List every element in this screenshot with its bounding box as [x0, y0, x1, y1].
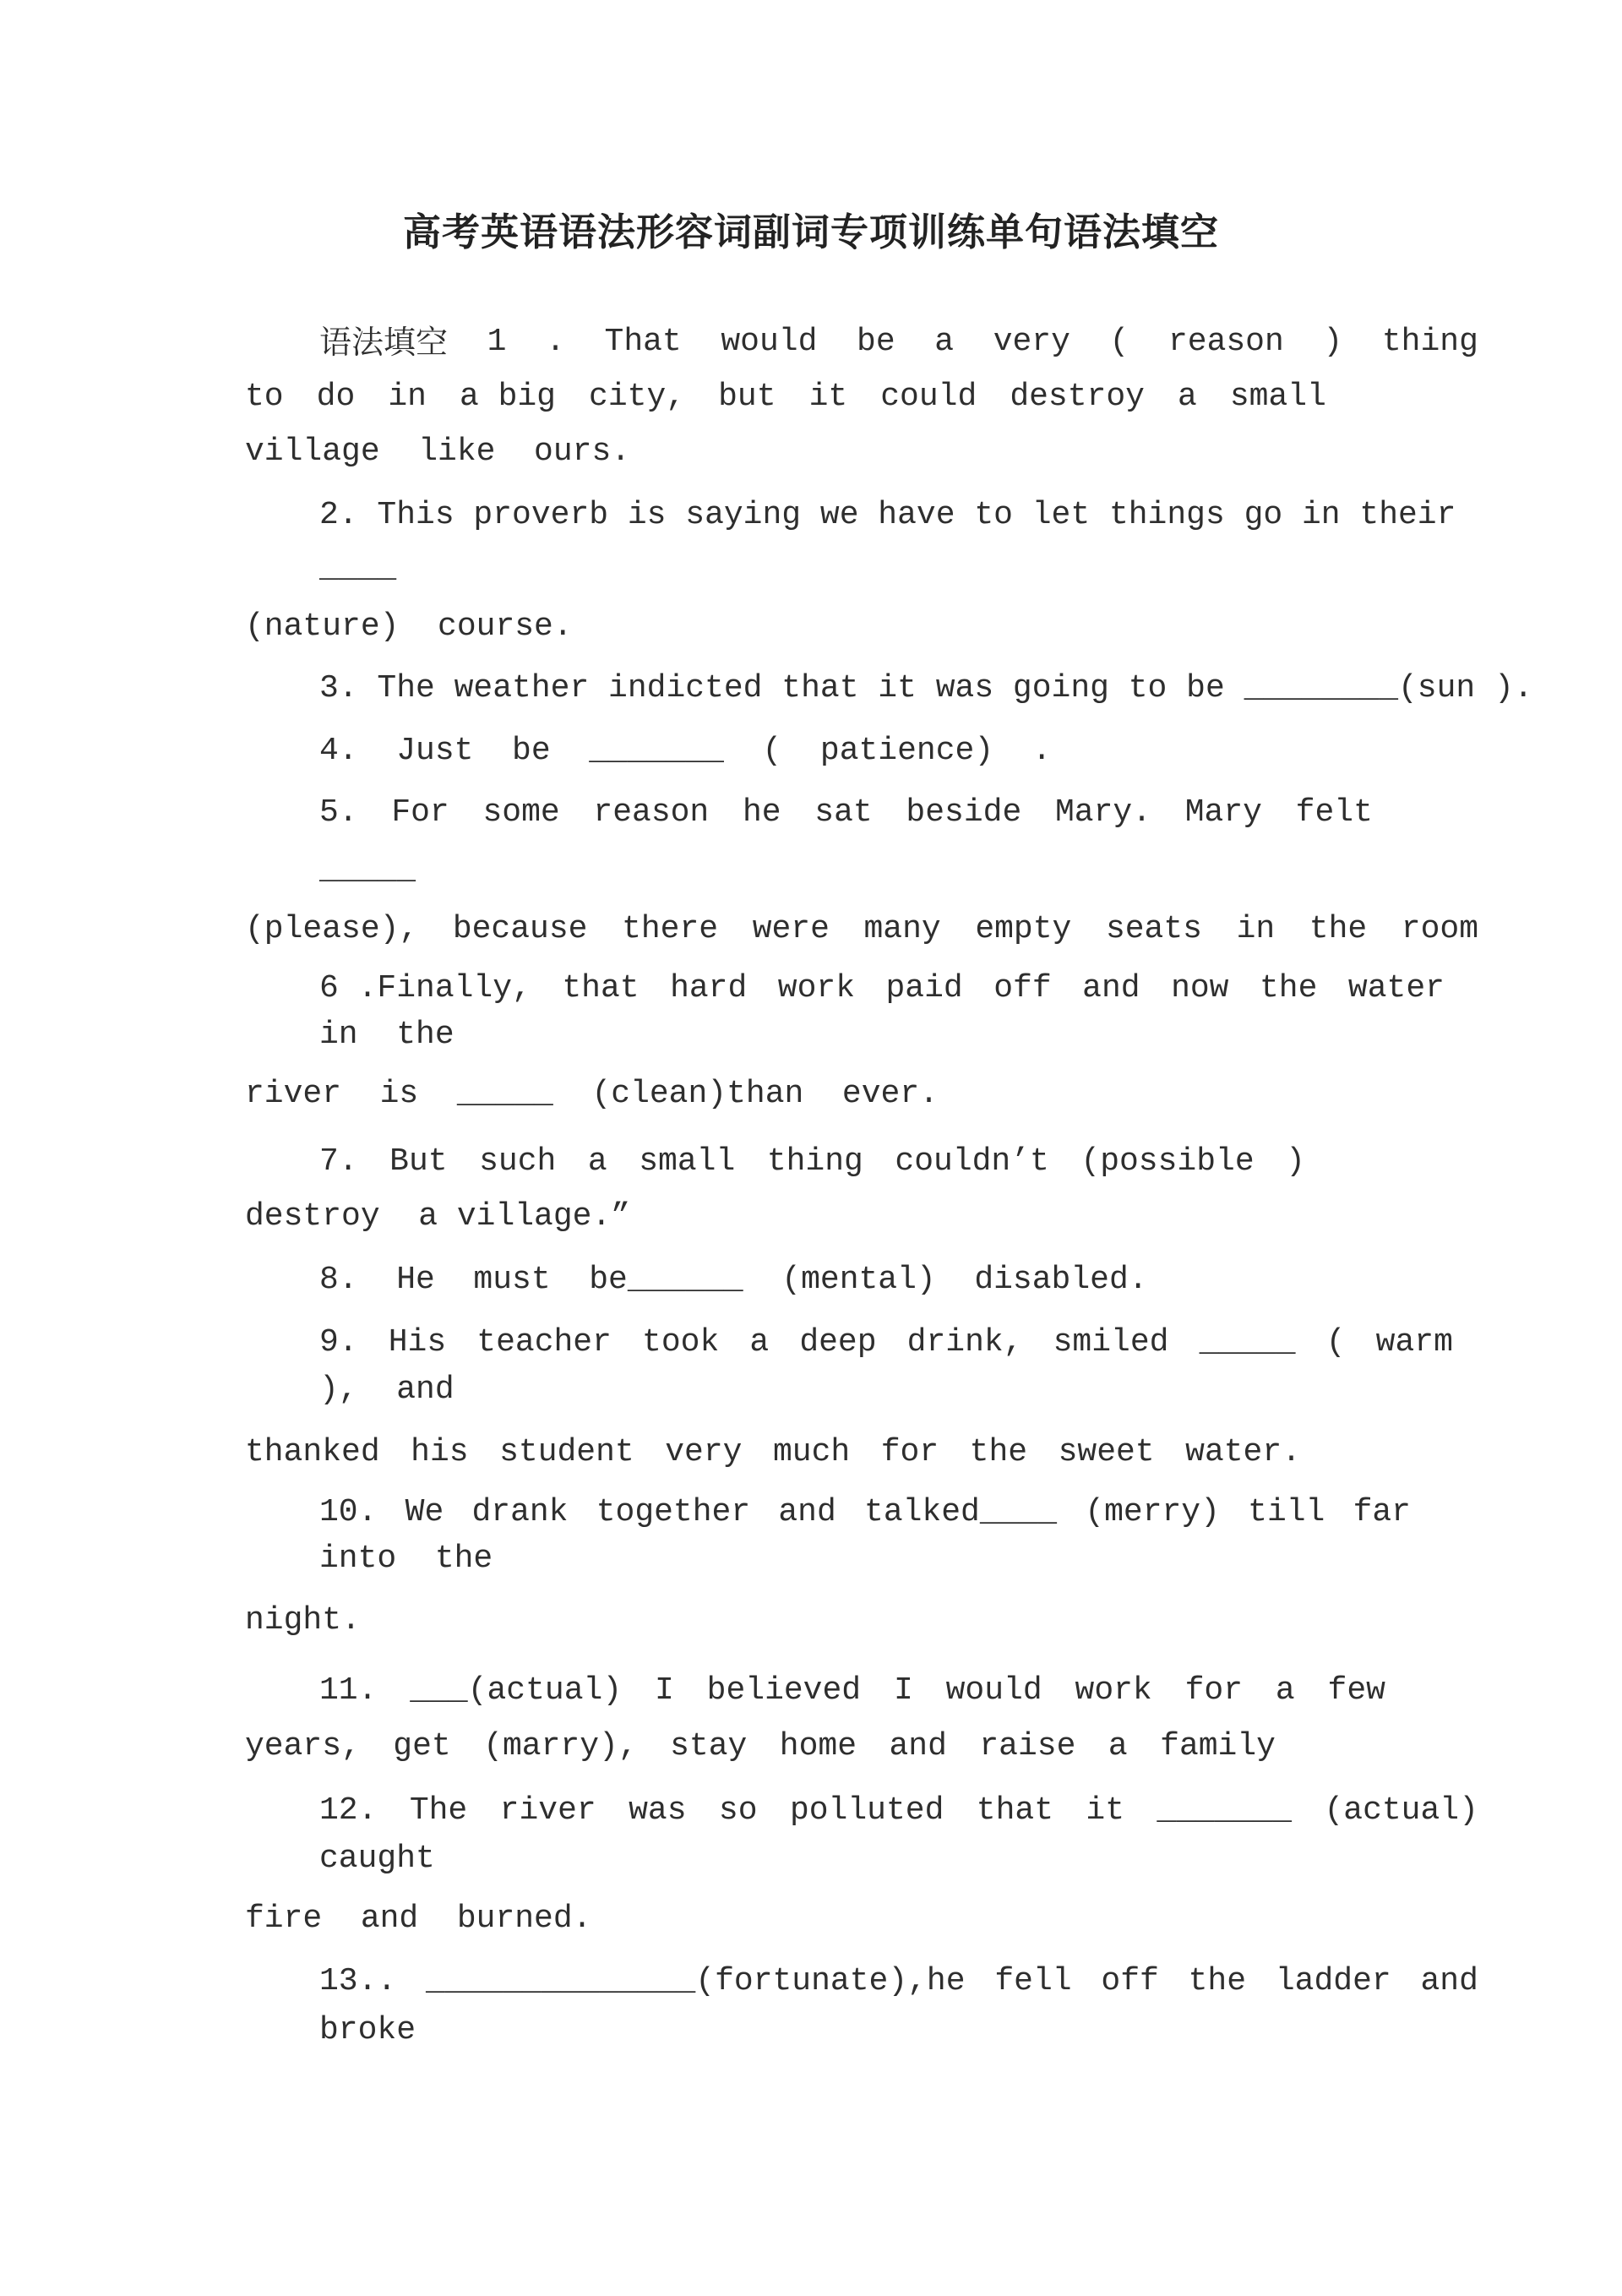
text-line [245, 376, 1326, 418]
text-line [319, 968, 1445, 1010]
text-line [245, 1726, 1276, 1768]
word: a [1178, 379, 1197, 415]
text-line [245, 1196, 630, 1238]
word: a big [459, 379, 556, 415]
line-text: 4. Just be _______ ( patience) . [319, 733, 1052, 769]
word: to [245, 379, 284, 415]
word: 5. [319, 794, 358, 831]
word: the [969, 1434, 1028, 1470]
word: I [654, 1672, 674, 1709]
word: river [499, 1792, 596, 1829]
word: 12. [319, 1792, 378, 1829]
word: ______________(fortunate),he [426, 1963, 966, 1999]
word: (merry) [1085, 1494, 1220, 1530]
word: because [452, 911, 588, 947]
text-line [319, 1492, 1411, 1534]
text-line [319, 2010, 416, 2052]
word: ___(actual) [410, 1672, 623, 1709]
word: years, [245, 1728, 361, 1764]
word: stay [670, 1728, 748, 1764]
word: (marry), [483, 1728, 638, 1764]
word: Mary. [1054, 794, 1151, 831]
line-text: broke [319, 2012, 416, 2048]
word: a [1275, 1672, 1295, 1709]
word: the [1188, 1963, 1247, 1999]
word: ( [1325, 1324, 1346, 1361]
word: warm [1375, 1324, 1453, 1361]
word: thanked [245, 1434, 380, 1470]
word: . [546, 324, 565, 360]
word: 9. [319, 1324, 358, 1361]
text-line [319, 1670, 1385, 1712]
text-line [319, 321, 1478, 363]
line-text: 2. This proverb is saying we have to let things go in their [319, 497, 1456, 533]
text-line [319, 668, 1533, 710]
word: sweet [1058, 1434, 1155, 1470]
text-line [319, 1014, 454, 1056]
word: in [388, 379, 427, 415]
word: Mary [1184, 794, 1262, 831]
word: be [857, 324, 895, 360]
word: ( [1109, 324, 1129, 360]
text-line [245, 1600, 361, 1642]
line-text: _____ [319, 852, 416, 888]
word: much [772, 1434, 851, 1470]
word: home [779, 1728, 857, 1764]
line-text: ____ [319, 550, 397, 586]
word: that [562, 970, 640, 1006]
word: get [393, 1728, 451, 1764]
line-text: in the [319, 1017, 454, 1053]
word: that [976, 1792, 1053, 1829]
word: till [1248, 1494, 1325, 1530]
line-text: 3. The weather indicted that it was going to be ________(sun ). [319, 670, 1533, 706]
line-text: 8. He must be______ (mental) disabled. [319, 1262, 1148, 1298]
text-line [319, 1838, 435, 1880]
word: ladder [1275, 1963, 1391, 1999]
word: talked____ [864, 1494, 1058, 1530]
text-line [319, 1259, 1148, 1301]
word: it [808, 379, 848, 415]
word: 6 .Finally, [319, 970, 531, 1006]
word: I [893, 1672, 913, 1709]
text-line [245, 1898, 591, 1940]
word: few [1327, 1672, 1385, 1709]
line-text: (nature) course. [245, 608, 573, 645]
word: do [316, 379, 356, 415]
word: a [587, 1143, 607, 1180]
word: 语法填空 [319, 324, 449, 361]
word: water [1347, 970, 1445, 1006]
text-line [319, 1790, 1478, 1832]
word: paid [885, 970, 963, 1006]
word: ) [1323, 324, 1343, 360]
word: his [411, 1434, 469, 1470]
word: felt [1295, 794, 1373, 831]
word: raise [979, 1728, 1076, 1764]
word: a [749, 1324, 770, 1361]
word: We [405, 1494, 444, 1530]
word: seats [1105, 911, 1202, 947]
word: destroy [1010, 379, 1145, 415]
word: couldn’t [895, 1143, 1049, 1180]
text-line [319, 1322, 1453, 1364]
word: The [409, 1792, 468, 1829]
text-line [319, 849, 416, 892]
word: That [604, 324, 682, 360]
word: the [1259, 970, 1318, 1006]
text-line [319, 730, 1052, 772]
line-text: village like ours. [245, 434, 631, 470]
word: drink, [906, 1324, 1023, 1361]
line-text: ), and [319, 1372, 454, 1408]
word: _______ [1157, 1792, 1293, 1829]
line-text: fire and burned. [245, 1901, 592, 1937]
text-line [319, 1538, 493, 1580]
word: drank [471, 1494, 569, 1530]
word: could [880, 379, 977, 415]
word: city, [589, 379, 686, 415]
word: it [1086, 1792, 1125, 1829]
line-text: destroy a village.” [245, 1198, 631, 1235]
word: empty [975, 911, 1072, 947]
text-line [319, 548, 396, 590]
word: 13.. [319, 1963, 397, 1999]
word: such [479, 1143, 557, 1180]
line-text: caught [319, 1841, 435, 1877]
word: (possible [1080, 1143, 1255, 1180]
word: room [1401, 911, 1478, 947]
word: student [499, 1434, 634, 1470]
word: so [718, 1792, 758, 1829]
word: teacher [476, 1324, 612, 1361]
word: off [1101, 1963, 1159, 1999]
word: 7. [319, 1143, 358, 1180]
word: for [880, 1434, 939, 1470]
line-text: river is _____ (clean)than ever. [245, 1076, 939, 1112]
word: in [1236, 911, 1276, 947]
word: took [642, 1324, 720, 1361]
line-text: into the [319, 1541, 493, 1577]
text-line [245, 1432, 1301, 1474]
word: for [1184, 1672, 1244, 1709]
word: water. [1185, 1434, 1301, 1470]
word: work [1075, 1672, 1152, 1709]
word: and [778, 1494, 836, 1530]
word: would [945, 1672, 1042, 1709]
word: believed [706, 1672, 862, 1709]
word: and [889, 1728, 947, 1764]
word: thing [1381, 324, 1478, 360]
word: very [665, 1434, 743, 1470]
word: far [1353, 1494, 1411, 1530]
word: beside [906, 794, 1022, 831]
page-title: 高考英语语法形容词副词专项训练单句语法填空 [402, 210, 1219, 254]
word: deep [799, 1324, 877, 1361]
word: For [391, 794, 449, 831]
word: small [639, 1143, 736, 1180]
word: ) [1286, 1143, 1305, 1180]
word: sat [814, 794, 873, 831]
text-line [319, 1961, 1478, 2003]
text-line [319, 494, 1456, 537]
word: polluted [789, 1792, 944, 1829]
word: together [596, 1494, 751, 1530]
word: fell [994, 1963, 1072, 1999]
word: smiled [1053, 1324, 1169, 1361]
word: he [742, 794, 781, 831]
word: thing [766, 1143, 863, 1180]
word: small [1229, 379, 1326, 415]
word: and [1082, 970, 1140, 1006]
word: were [752, 911, 830, 947]
word: but [718, 379, 776, 415]
word: reason [1168, 324, 1284, 360]
word: a [934, 324, 955, 360]
word: would [721, 324, 818, 360]
word: was [629, 1792, 687, 1829]
word: 10. [319, 1494, 378, 1530]
word: work [777, 970, 855, 1006]
word: His [388, 1324, 447, 1361]
text-line [319, 1369, 454, 1411]
word: there [622, 911, 719, 947]
word: now [1171, 970, 1229, 1006]
word: a [1108, 1728, 1128, 1764]
text-line [245, 1073, 939, 1115]
line-text: night. [245, 1602, 361, 1639]
text-line [245, 431, 630, 473]
word: 11. [319, 1672, 378, 1709]
word: some [482, 794, 560, 831]
word: hard [670, 970, 748, 1006]
word: But [389, 1143, 448, 1180]
word: very [993, 324, 1070, 360]
word: the [1309, 911, 1368, 947]
word: and [1420, 1963, 1478, 1999]
text-line [319, 792, 1373, 834]
text-line [245, 606, 573, 648]
word: (actual) [1324, 1792, 1478, 1829]
word: _____ [1199, 1324, 1296, 1361]
word: many [863, 911, 941, 947]
word: 1 [487, 324, 507, 360]
text-line [319, 1141, 1305, 1183]
word: reason [593, 794, 710, 831]
text-line [245, 908, 1478, 951]
word: off [993, 970, 1052, 1006]
word: (please), [245, 911, 419, 947]
word: family [1160, 1728, 1276, 1764]
